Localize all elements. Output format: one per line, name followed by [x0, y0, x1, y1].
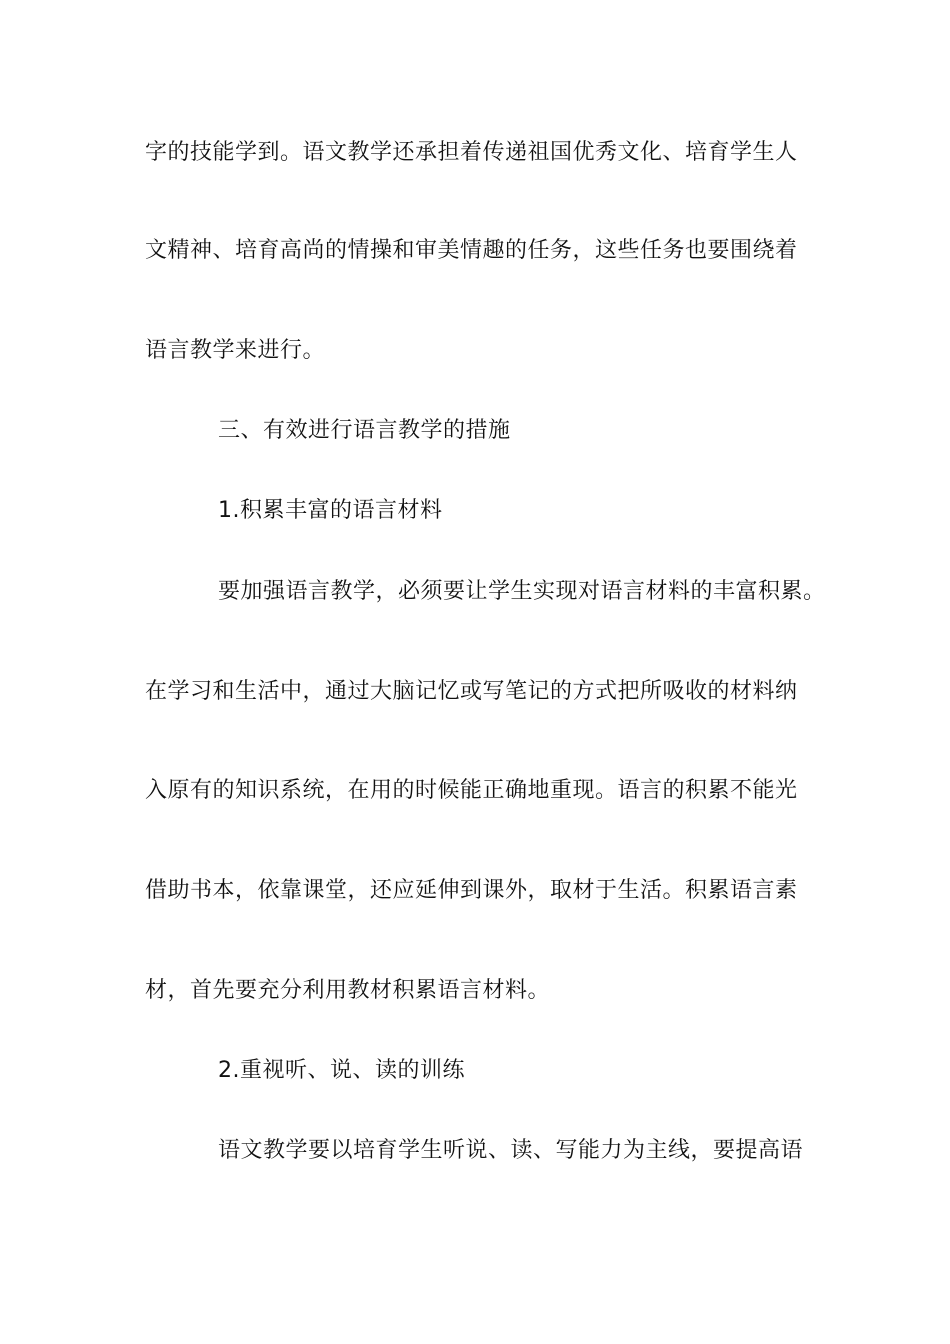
- paragraph-line: 语文教学要以培育学生听说、读、写能力为主线，要提高语: [218, 1138, 804, 1163]
- paragraph-line: 要加强语言教学，必须要让学生实现对语言材料的丰富积累。: [218, 579, 826, 604]
- paragraph-line: 字的技能学到。语文教学还承担着传递祖国优秀文化、培育学生人: [145, 140, 798, 165]
- paragraph-line: 在学习和生活中，通过大脑记忆或写笔记的方式把所吸收的材料纳: [145, 679, 798, 704]
- paragraph-line: 入原有的知识系统，在用的时候能正确地重现。语言的积累不能光: [145, 778, 798, 803]
- paragraph-line: 语言教学来进行。: [145, 338, 326, 363]
- section-heading: 三、有效进行语言教学的措施: [218, 418, 511, 443]
- paragraph-line: 材，首先要充分利用教材积累语言材料。: [145, 978, 551, 1003]
- paragraph-line: 文精神、培育高尚的情操和审美情趣的任务，这些任务也要围绕着: [145, 238, 798, 263]
- subsection-heading: 1.积累丰富的语言材料: [218, 498, 443, 523]
- paragraph-line: 借助书本，依靠课堂，还应延伸到课外，取材于生活。积累语言素: [145, 878, 798, 903]
- subsection-heading: 2.重视听、说、读的训练: [218, 1058, 465, 1083]
